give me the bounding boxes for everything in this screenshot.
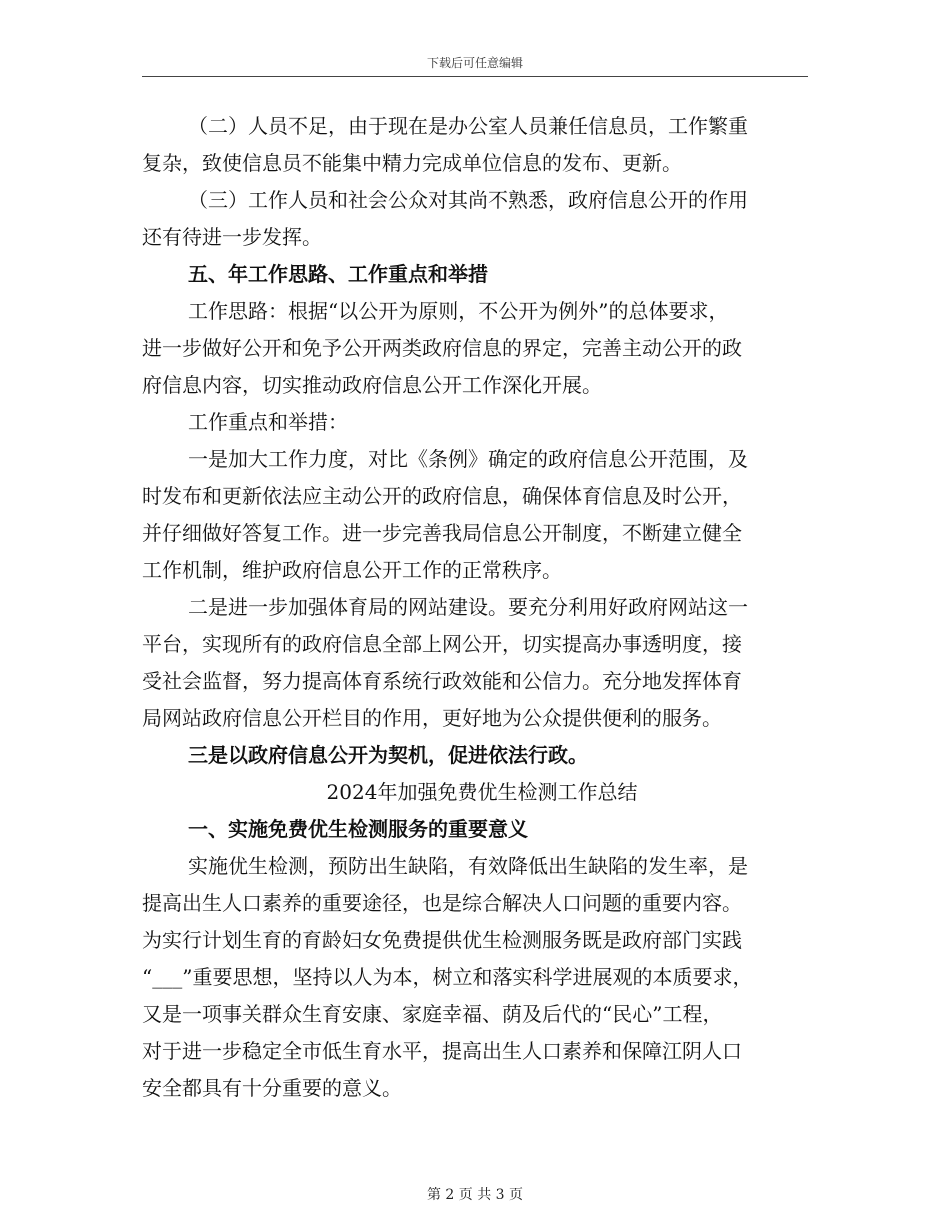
paragraph-line: 一是加大工作力度，对比《条例》确定的政府信息公开范围，及	[188, 447, 748, 471]
header-divider	[142, 76, 808, 77]
paragraph-line: 实施优生检测，预防出生缺陷，有效降低出生缺陷的发生率，是	[188, 854, 748, 878]
paragraph-line: 局网站政府信息公开栏目的作用，更好地为公众提供便利的服务。	[142, 706, 722, 730]
paragraph-line: 复杂，致使信息员不能集中精力完成单位信息的发布、更新。	[142, 151, 682, 175]
paragraph-line: 提高出生人口素养的重要途径，也是综合解决人口问题的重要内容。	[142, 891, 742, 915]
section-heading: 三是以政府信息公开为契机，促进依法行政。	[188, 743, 588, 767]
page-header: 下载后可任意编辑	[426, 56, 523, 70]
paragraph-line: 平台，实现所有的政府信息全部上网公开，切实提高办事透明度，接	[142, 632, 742, 656]
section-heading: 一、实施免费优生检测服务的重要意义	[188, 817, 528, 841]
section-heading: 五、年工作思路、工作重点和举措	[188, 262, 488, 286]
document-title: 2024年加强免费优生检测工作总结	[326, 780, 638, 804]
paragraph-line: 受社会监督，努力提高体育系统行政效能和公信力。充分地发挥体育	[142, 669, 742, 693]
paragraph-line: 对于进一步稳定全市低生育水平，提高出生人口素养和保障江阴人口	[142, 1039, 742, 1063]
paragraph-line: 工作重点和举措：	[188, 410, 348, 434]
paragraph-line: 还有待进一步发挥。	[142, 225, 322, 249]
paragraph-line: “___”重要思想，坚持以人为本，树立和落实科学进展观的本质要求，	[142, 965, 753, 989]
paragraph-line: 为实行计划生育的育龄妇女免费提供优生检测服务既是政府部门实践	[142, 928, 742, 952]
page-footer: 第 2 页 共 3 页	[426, 1187, 524, 1203]
document-body	[142, 108, 822, 1107]
paragraph-line: 安全都具有十分重要的意义。	[142, 1076, 402, 1100]
paragraph-line: 又是一项事关群众生育安康、家庭幸福、荫及后代的“民心”工程，	[142, 1002, 723, 1026]
paragraph-line: 时发布和更新依法应主动公开的政府信息，确保体育信息及时公开，	[142, 484, 742, 508]
paragraph-line: 府信息内容，切实推动政府信息公开工作深化开展。	[142, 373, 602, 397]
paragraph-line: 并仔细做好答复工作。进一步完善我局信息公开制度，不断建立健全	[142, 521, 742, 545]
paragraph-line: 工作机制，维护政府信息公开工作的正常秩序。	[142, 558, 562, 582]
paragraph-line: 工作思路：根据“以公开为原则，不公开为例外”的总体要求，	[188, 299, 729, 323]
paragraph-line: 二是进一步加强体育局的网站建设。要充分利用好政府网站这一	[188, 595, 748, 619]
paragraph-line: （二）人员不足，由于现在是办公室人员兼任信息员，工作繁重	[188, 114, 748, 138]
paragraph-line: 进一步做好公开和免予公开两类政府信息的界定，完善主动公开的政	[142, 336, 742, 360]
paragraph-line: （三）工作人员和社会公众对其尚不熟悉，政府信息公开的作用	[188, 188, 748, 212]
